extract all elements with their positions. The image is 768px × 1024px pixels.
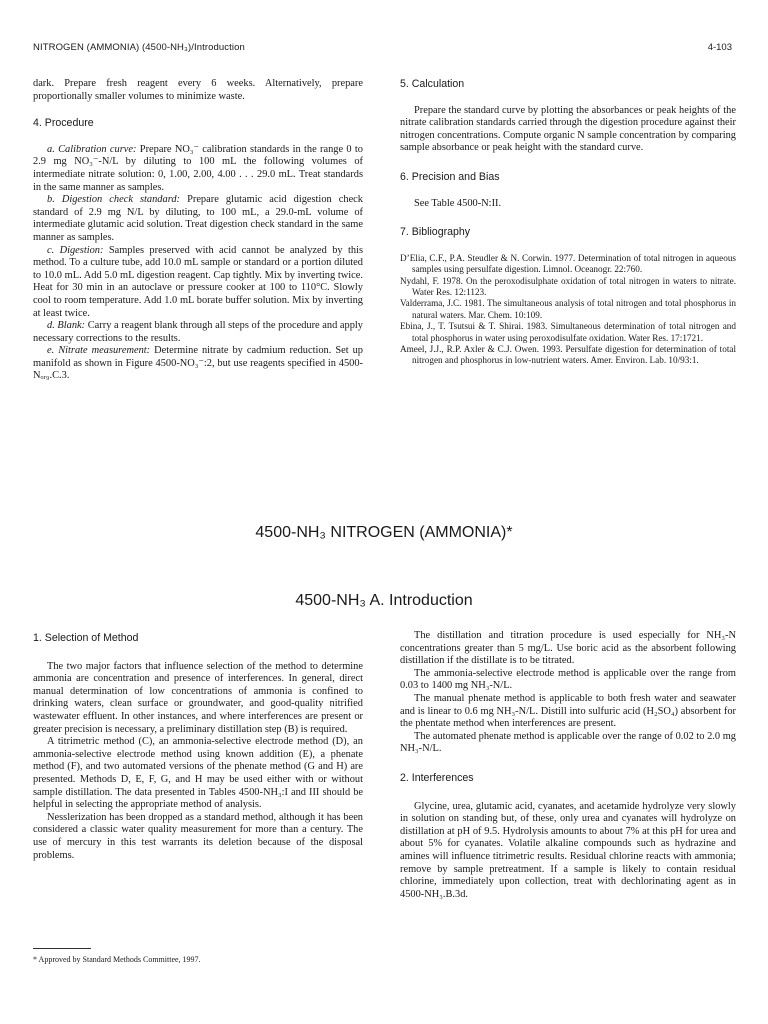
procedure-c-label: c. Digestion:: [47, 244, 104, 256]
procedure-heading: 4. Procedure: [33, 117, 94, 130]
method-paragraph-1: The distillation and titration procedure is used especially for NH₃-N concentrations greater than 5 mg/L. Use boric acid as the absorbent following distillation if the distillate is to be titrated.: [400, 630, 736, 667]
subsection-title: 4500-NH₃ A. Introduction: [295, 592, 473, 609]
procedure-d: [33, 320, 363, 345]
procedure-c-text: Samples preserved with acid cannot be analyzed by this method. To a culture tube, add 10.0 mL sample or standard or a portion diluted to 10.0 mL. Add 5.0 mL digestion reagent. Cap tightly. Mix by inverting twice. Heat for 30 min in an autoclave or pressure cooker at 100 to 110°C. Slowly cool to room temperature. Add 1.0 mL borate buffer solution. Mix by inverting at least twice.: [33, 244, 363, 319]
procedure-d-label: d. Blank:: [47, 320, 86, 332]
section-title: 4500-NH₃ NITROGEN (AMMONIA)*: [255, 524, 513, 541]
bibliography-list: [400, 253, 736, 367]
calculation-text: Prepare the standard curve by plotting the absorbances or peak heights of the nitrate calibration standards carried through the digestion procedure against their nitrogen concentrations. Compute organic N sample concentration by comparing sample absorbance or peak height with the standard curve.: [400, 104, 736, 154]
method-paragraph-2: The ammonia-selective electrode method is applicable over the range from 0.03 to 1400 mg NH₃-N/L.: [400, 667, 736, 692]
bibliography-entry: Ameel, J.J., R.P. Axler & C.J. Owen. 1993. Persulfate digestion for determination of total nitrogen and phosphorus in low-nutrient waters. Amer. Environ. Lab. 10/93:1.: [400, 344, 736, 366]
procedure-b: [33, 194, 363, 244]
procedure-c: [33, 245, 363, 321]
interferences-text: Glycine, urea, glutamic acid, cyanates, and acetamide hydrolyze very slowly in solution on standing but, of these, only urea and cyanates will hydrolyze on distillation at pH of 9.5. Hydrolysis amounts to about 7% at this pH for urea and about 5% for cyanates. Volatile alkaline compounds such as hydrazine and amines will influence titrimetric results. Residual chlorine reacts with ammonia; remove by sample pretreatment. If a sample is likely to contain residual chlorine, immediately upon collection, treat with dechlorinating agent as in 4500-NH₃.B.3d.: [400, 800, 736, 900]
running-head: NITROGEN (AMMONIA) (4500-NH₃)/Introduction: [33, 42, 245, 53]
footnote-rule: [33, 948, 91, 949]
bibliography-entry: Valderrama, J.C. 1981. The simultaneous analysis of total nitrogen and total phosphorus in natural waters. Mar. Chem. 10:109.: [400, 298, 736, 320]
procedure-d-text: Carry a reagent blank through all steps of the procedure and apply necessary corrections to the results.: [33, 320, 363, 344]
selection-paragraph-2: A titrimetric method (C), an ammonia-selective electrode method (D), an ammonia-selective electrode method using known addition (E), a phenate method (F), and two automated versions of the phenate method (G and H) are presented. Methods D, E, F, G, and H may be used either with or without sample distillation. The data presented in Tables 4500-NH₃:I and III should be helpful in selecting the appropriate method of analysis.: [33, 736, 363, 811]
selection-heading: 1. Selection of Method: [33, 632, 139, 644]
bibliography-entry: Ebina, J., T. Tsutsui & T. Shirai. 1983. Simultaneous determination of total nitrogen and total phosphorus in water using peroxodisulfate oxidation. Water Res. 17:1721.: [400, 321, 736, 343]
procedure-a-label: a. Calibration curve:: [47, 143, 137, 155]
procedure-b-label: b. Digestion check standard:: [47, 194, 181, 206]
procedure-e-label: e. Nitrate measurement:: [47, 345, 151, 357]
precision-heading: 6. Precision and Bias: [400, 170, 500, 183]
precision-text: See Table 4500-N:II.: [414, 197, 502, 209]
bibliography-entry: Nydahl, F. 1978. On the peroxodisulphate oxidation of total nitrogen in waters to nitrate. Water Res. 12:1123.: [400, 275, 736, 297]
bibliography-heading: 7. Bibliography: [400, 226, 471, 239]
page-number: 4-103: [707, 42, 732, 53]
footnote: * Approved by Standard Methods Committee, 1997.: [33, 955, 201, 964]
right-bottom-column: [400, 630, 736, 901]
interferences-heading: 2. Interferences: [400, 771, 474, 784]
right-top-column: [400, 78, 736, 367]
procedure-a: [33, 144, 363, 194]
left-bottom-column: [33, 632, 363, 862]
left-top-column: [33, 78, 363, 383]
selection-paragraph-1: The two major factors that influence selection of the method to determine ammonia are concentration and presence of interferences. In general, direct manual determination of low concentrations of ammonia is confined to drinking waters, clean surface or groundwater, and good-quality nitrified wastewater effluent. In other instances, and where interferences are present or greater precision is necessary, a preliminary distillation step (B) is required.: [33, 660, 363, 735]
paragraph-dark: dark. Prepare fresh reagent every 6 weeks. Alternatively, prepare proportionally smaller volumes to minimize waste.: [33, 78, 363, 102]
method-paragraph-4: The automated phenate method is applicable over the range of 0.02 to 2.0 mg NH₃-N/L.: [400, 730, 736, 755]
procedure-a-text: Prepare NO₃⁻ calibration standards in the range 0 to 2.9 mg NO₃⁻-N/L by diluting to 100 mL the following volumes of intermediate nitrate solution: 0, 1.00, 2.00, 4.00 . . . 29.0 mL. Treat standards in the same manner as samples.: [33, 143, 363, 193]
method-paragraph-3: The manual phenate method is applicable to both fresh water and seawater and is linear to 0.6 mg NH₃-N/L. Distill into sulfuric acid (H₂SO₄) absorbent for the phentate method when interferences are present.: [400, 692, 736, 730]
procedure-b-text: Prepare glutamic acid digestion check standard of 2.9 mg N/L by diluting, to 100 mL, a 29.0-mL volume of intermediate glutamic acid solution. Treat digestion check standard in the same manner as samples.: [33, 194, 363, 243]
procedure-e: [33, 345, 363, 383]
bibliography-entry: D’Elia, C.F., P.A. Steudler & N. Corwin. 1977. Determination of total nitrogen in aqueous samples using persulfate digestion. Limnol. Oceanogr. 22:760.: [400, 252, 736, 275]
calculation-heading: 5. Calculation: [400, 78, 465, 90]
procedure-e-text: Determine nitrate by cadmium reduction. Set up manifold as shown in Figure 4500-NO₃⁻:2, but use reagents specified in 4500-Nₒᵣ₉.C.3.: [33, 345, 363, 382]
selection-paragraph-3: Nesslerization has been dropped as a standard method, although it has been considered a classic water quality measurement for more than a century. The use of mercury in this test warrants its deletion because of the disposal problems.: [33, 811, 363, 861]
